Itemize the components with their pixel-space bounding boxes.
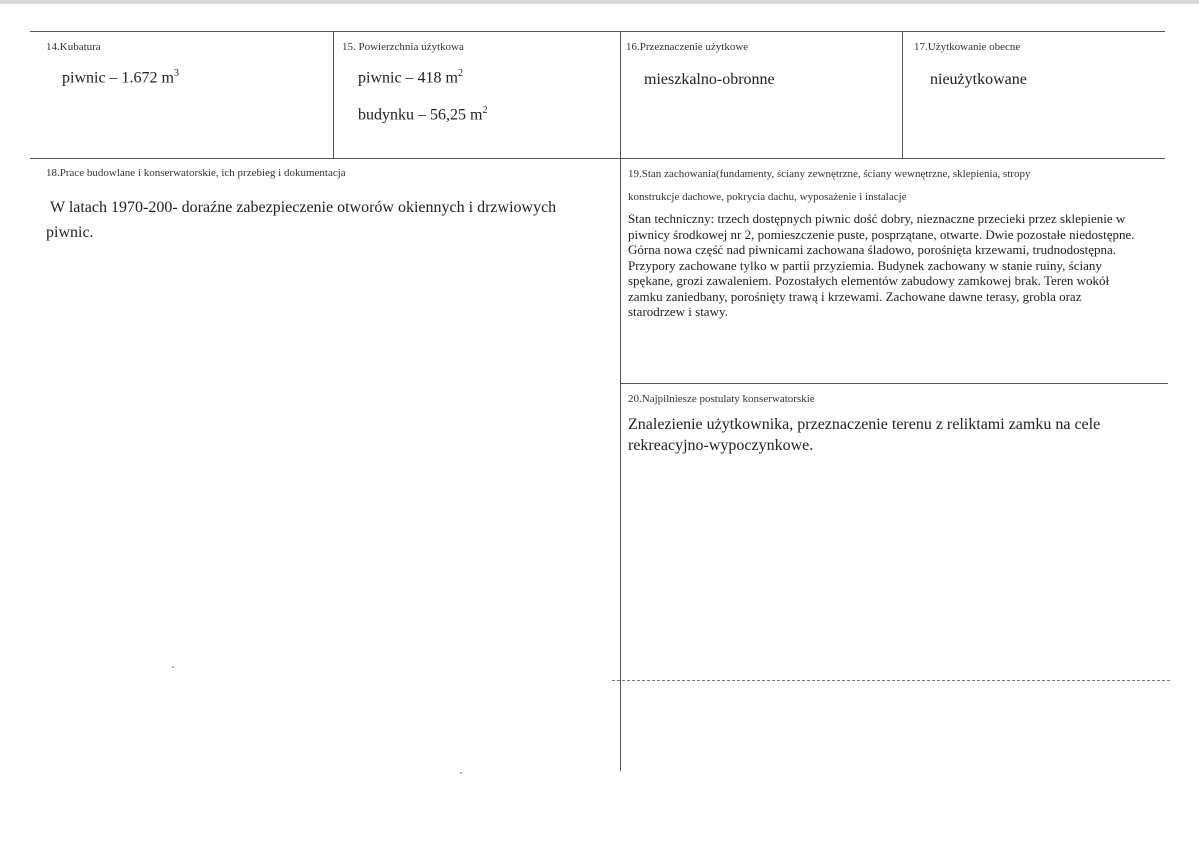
cell-19-text: Stan techniczny: trzech dostępnych piwnic dość dobry, nieznaczne przecieki przez sklepienie w piwnicy środkowej nr 2, pomieszczenie puste, posprzątane, otwarte. Dwie pozostałe niedostępne. Górna nowa część nad piwnicami zachowana śladowo, porośnięta krzewami, trudnodostępna. Przypory zachowane tylko w partii przyziemia. Budynek zachowany w stanie ruiny, ściany spękane, grozi zawaleniem. Pozostałych elementów zabudowy zamkowej brak. Teren wokół zamku zaniedbany, porośnięty trawą i krzewami. Zachowane dawne terasy, grobla oraz starodrzew i stawy. bbox=[628, 211, 1135, 319]
cell-14-value bbox=[62, 68, 179, 87]
cell-15-value-1 bbox=[358, 68, 463, 87]
cell-14-label: 14.Kubatura bbox=[46, 41, 101, 53]
cell-17-value: nieużytkowane bbox=[930, 71, 1027, 88]
cell-15-value-2-text: budynku – 56,25 m bbox=[358, 106, 483, 124]
row-divider-dashed bbox=[612, 680, 1170, 681]
cell-14-value-text: piwnic – 1.672 m bbox=[62, 69, 174, 87]
column-divider-1 bbox=[333, 31, 334, 158]
cell-14-unit-sup: 3 bbox=[174, 68, 179, 79]
cell-19-label-line-2: konstrukcje dachowe, pokrycia dachu, wyposażenie i instalacje bbox=[628, 191, 907, 203]
scan-speck bbox=[172, 666, 174, 668]
scan-top-edge bbox=[0, 0, 1199, 4]
table-top-border bbox=[30, 31, 1165, 32]
cell-15-label: 15. Powierzchnia użytkowa bbox=[342, 41, 464, 53]
cell-20-text: Znalezienie użytkownika, przeznaczenie terenu z reliktami zamku na cele rekreacyjno-wypoczynkowe. bbox=[628, 416, 1101, 454]
cell-15-value-1-text: piwnic – 418 m bbox=[358, 69, 458, 87]
cell-16-label: 16.Przeznaczenie użytkowe bbox=[626, 41, 749, 53]
cell-19-label-line-1: 19.Stan zachowania(fundamenty, ściany zewnętrzne, ściany wewnętrzne, sklepienia, stropy bbox=[628, 168, 1031, 180]
cell-15-value-2 bbox=[358, 105, 487, 124]
row-divider-2 bbox=[620, 383, 1168, 384]
row-divider-1 bbox=[30, 158, 1165, 159]
cell-16-value: mieszkalno-obronne bbox=[644, 71, 775, 88]
cell-17-label: 17.Użytkowanie obecne bbox=[914, 41, 1021, 53]
cell-15-value-2-sup: 2 bbox=[482, 105, 488, 116]
scan-speck bbox=[460, 772, 462, 774]
cell-18-text: W latach 1970-200- doraźne zabezpieczenie otworów okiennych i drzwiowych piwnic. bbox=[46, 199, 557, 241]
column-divider-3 bbox=[902, 31, 903, 158]
cell-18-label: 18.Prace budowlane i konserwatorskie, ich przebieg i dokumentacja bbox=[46, 167, 346, 179]
cell-20-label: 20.Najpilniesze postulaty konserwatorskie bbox=[628, 393, 815, 405]
column-divider-2 bbox=[620, 31, 621, 771]
cell-15-value-1-sup: 2 bbox=[458, 68, 463, 79]
